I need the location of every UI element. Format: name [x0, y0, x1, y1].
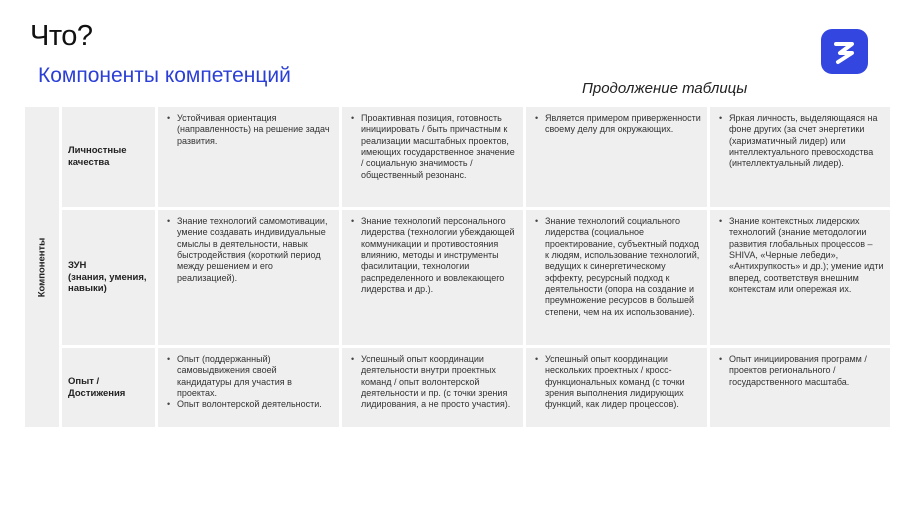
table-group-header [25, 107, 59, 427]
table-cell [710, 107, 890, 207]
cell-bullet-item: • Знание технологий социального лидерства (социальное проектирование, субъектный подход к людям, использование технологий, ведущих к синергетическому эффекту, ресурсный подход к деятельности (опора на создание и преумножение ресурсов в большей степени, чем на их использование). [534, 216, 701, 318]
cell-bullet-item: • Знание контекстных лидерских технологий (знание методологии развития глобальных процессов – SHIVA, «Черные лебеди», «Антихрупкость» и др.); умение идти вперед, соответствуя внешним контекстам или опережая их. [718, 216, 884, 295]
cell-bullet-item: • Опыт (поддержанный) самовыдвижения своей кандидатуры для участия в проектах. [166, 354, 333, 399]
table-cell [710, 210, 890, 345]
cell-bullet-item: • Знание технологий самомотивации, умение создавать индивидуальные смыслы в деятельности, навык быстродействия (короткий период между решением и его реализацией). [166, 216, 333, 284]
section-subtitle: Компоненты компетенций [38, 64, 291, 87]
row-label-experience: Опыт / Достижения [62, 348, 155, 427]
competence-table [25, 107, 884, 421]
cell-bullet-item: • Опыт инициирования программ / проектов регионального / государственного масштаба. [718, 354, 884, 388]
table-cell [158, 210, 339, 345]
table-cell [158, 107, 339, 207]
table-cell [342, 210, 523, 345]
cell-bullet-item: • Устойчивая ориентация (направленность) на решение задач развития. [166, 113, 333, 147]
cell-bullet-item: • Успешный опыт координации деятельности внутри проектных команд / опыт волонтерской деятельности и пр. (с точки зрения лидирования, а не просто участия). [350, 354, 517, 411]
table-cell [342, 348, 523, 427]
cell-bullet-item: • Знание технологий персонального лидерства (технологии убеждающей коммуникации и противостояния влиянию, методы и инструменты фасилитации, технологии распределенного и вовлекающего лидерства и др.). [350, 216, 517, 295]
row-label-knowledge-skills: ЗУН (знания, умения, навыки) [62, 210, 155, 345]
cell-bullet-item: • Является примером приверженности своему делу для окружающих. [534, 113, 701, 136]
table-cell [526, 348, 707, 427]
page-title: Что? [30, 20, 93, 52]
table-cell [710, 348, 890, 427]
cell-bullet-item: • Проактивная позиция, готовность инициировать / быть причастным к реализации масштабных проектов, имеющих государственное значение / социальную значимость / общественный резонанс. [350, 113, 517, 181]
table-cell [342, 107, 523, 207]
table-cell [526, 107, 707, 207]
cell-bullet-item: • Опыт волонтерской деятельности. [166, 399, 333, 410]
table-continuation-note: Продолжение таблицы [582, 80, 748, 97]
logo-glyph-icon [830, 37, 860, 67]
cell-bullet-item: • Яркая личность, выделяющаяся на фоне других (за счет энергетики (харизматичный лидер) или интеллектуального превосходства (интеллектуальный лидер). [718, 113, 884, 170]
table-cell [526, 210, 707, 345]
table-cell [158, 348, 339, 427]
cell-bullet-item: • Успешный опыт координации нескольких проектных / кросс-функциональных команд (с точки зрения выполнения лидирующих функций, как лидер процессов). [534, 354, 701, 411]
row-label-personal-qualities: Личностные качества [62, 107, 155, 207]
brand-logo-icon [821, 29, 868, 74]
table-group-label: Компоненты [36, 237, 48, 297]
